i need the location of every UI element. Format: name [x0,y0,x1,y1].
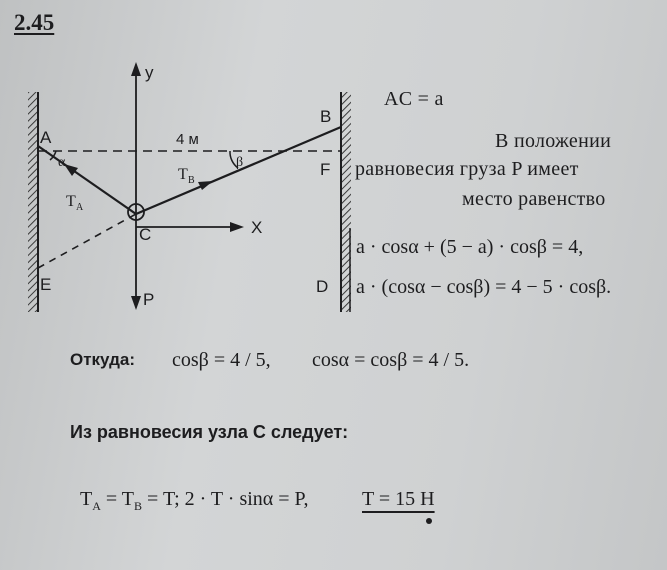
equilibrium-text: Из равновесия узла C следует: [70,422,349,442]
label-x: X [251,218,263,237]
rope-c-b [136,127,341,214]
dimension-label: 4 м [176,131,199,148]
problem-number: 2.45 [14,10,55,35]
label-beta: β [236,155,244,170]
text-line-3: место равенство [462,188,606,210]
label-a: A [40,128,52,147]
text-line-1: В положении [495,130,612,152]
text-line-2: равновесия груза P имеет [355,158,579,180]
label-y: y [145,63,154,82]
label-tb: T [178,166,188,183]
tension-b-arrowhead [198,181,213,190]
final-equation-rest: = T; 2 · T · sinα = P, [142,488,309,510]
x-axis-arrowhead [230,222,244,232]
tension-a-arrowhead [64,164,78,176]
whence-equation-2: cosα = cosβ = 4 / 5. [312,349,470,371]
label-ta-sub: A [76,202,84,213]
label-f: F [320,160,331,179]
label-tb-sub: B [188,175,195,186]
final-t-b-sub: B [134,499,143,513]
label-e: E [40,275,52,294]
whence-label: Откуда: [70,350,135,369]
left-wall-hatch [28,92,38,312]
p-arrowhead [131,296,141,310]
equation-1: a · cosα + (5 − a) · cosβ = 4, [356,236,584,258]
label-alpha: α [58,155,66,170]
label-p: P [143,290,155,309]
equation-2: a · (cosα − cosβ) = 4 − 5 · cosβ. [356,276,612,298]
whence-equation-1: cosβ = 4 / 5, [172,349,271,371]
dashed-line-e-c [38,214,136,268]
answer: T = 15 H [362,488,435,510]
final-t-b: = T [100,488,135,510]
answer-dot [426,518,432,524]
final-equation [80,488,308,514]
final-t-a-sub: A [92,499,101,513]
label-d: D [316,277,329,296]
label-ta: T [66,193,76,210]
final-t-a: T [80,488,93,510]
given-text: AC = a [384,88,444,110]
label-b: B [320,107,332,126]
label-c: C [139,225,152,244]
y-axis-arrowhead [131,62,141,76]
